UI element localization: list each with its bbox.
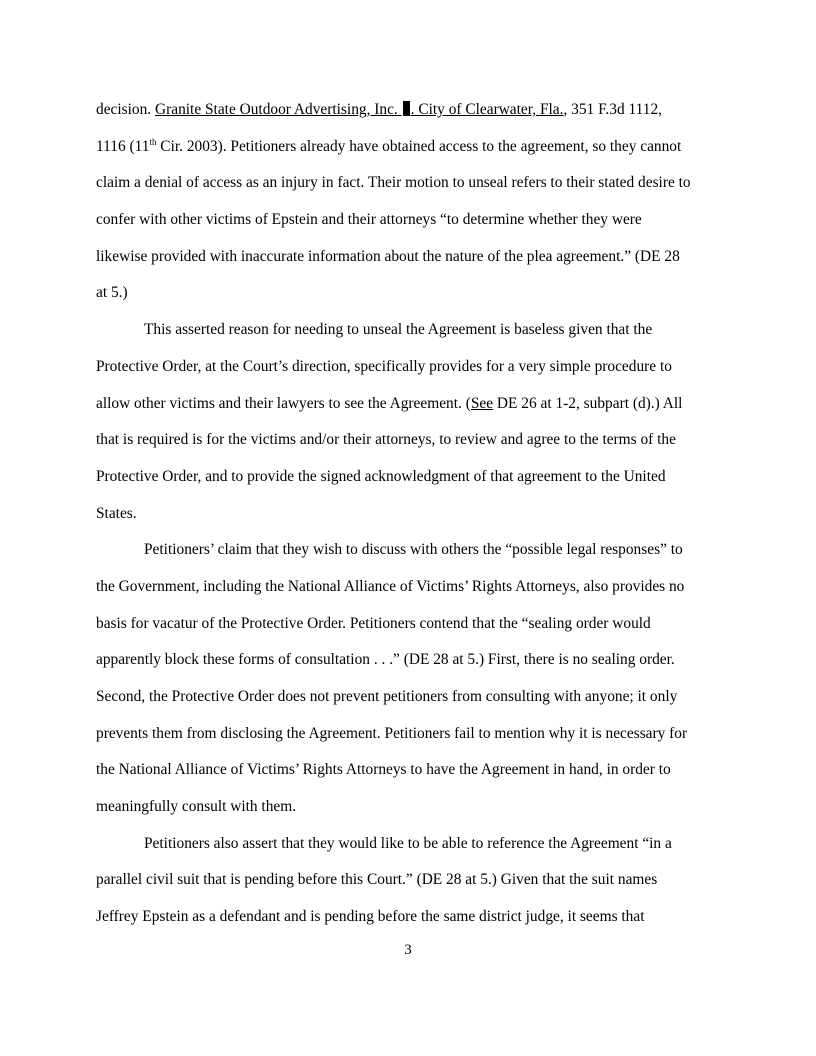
document-body	[96, 92, 721, 936]
text-line: States.	[96, 504, 137, 522]
page-number: 3	[404, 942, 412, 958]
text-line: Second, the Protective Order does not prevent petitioners from consulting with anyone; it only	[96, 688, 678, 705]
text-line: likewise provided with inaccurate information about the nature of the plea agreement.” (DE 28	[96, 247, 680, 265]
see-signal: See	[470, 394, 494, 412]
text-line: claim a denial of access as an injury in fact. Their motion to unseal refers to their stated desire to	[96, 174, 691, 192]
paragraph-start: This asserted reason for needing to unseal the Agreement is baseless given that the	[144, 321, 653, 339]
text-line: confer with other victims of Epstein and their attorneys “to determine whether they were	[96, 211, 642, 229]
redaction-mark	[403, 101, 410, 116]
text-line: at 5.)	[96, 284, 128, 302]
text-line: the Government, including the National Alliance of Victims’ Rights Attorneys, also provides no	[96, 577, 685, 595]
text-line: decision. Granite State Outdoor Advertising, Inc. . City of Clearwater, Fla., 351 F.3d 1112,	[96, 101, 662, 118]
paragraph-start: Petitioners’ claim that they wish to discuss with others the “possible legal responses” to	[144, 541, 683, 559]
text-line: apparently block these forms of consultation . . .” (DE 28 at 5.) First, there is no sealing order.	[96, 651, 675, 669]
text-line: 1116 (11th Cir. 2003). Petitioners already have obtained access to the agreement, so they cannot	[96, 136, 682, 155]
paragraph-start: Petitioners also assert that they would like to be able to reference the Agreement “in a	[144, 834, 672, 852]
text-line: Protective Order, and to provide the signed acknowledgment of that agreement to the United	[96, 467, 666, 485]
text-line: the National Alliance of Victims’ Rights Attorneys to have the Agreement in hand, in order to	[96, 761, 671, 779]
case-citation: Granite State Outdoor Advertising, Inc. . City of Clearwater, Fla.	[155, 101, 564, 118]
text-line: Protective Order, at the Court’s direction, specifically provides for a very simple procedure to	[96, 357, 672, 375]
text-line: allow other victims and their lawyers to see the Agreement. (See DE 26 at 1-2, subpart (d).) All	[96, 394, 683, 412]
text-line: meaningfully consult with them.	[96, 798, 297, 816]
text-line: prevents them from disclosing the Agreement. Petitioners fail to mention why it is necessary for	[96, 724, 688, 742]
text-line: Jeffrey Epstein as a defendant and is pending before the same district judge, it seems that	[96, 908, 645, 926]
text-line: basis for vacatur of the Protective Order. Petitioners contend that the “sealing order would	[96, 614, 651, 632]
text-line: parallel civil suit that is pending before this Court.” (DE 28 at 5.) Given that the suit names	[96, 871, 658, 889]
text-line: that is required is for the victims and/or their attorneys, to review and agree to the terms of the	[96, 431, 676, 449]
